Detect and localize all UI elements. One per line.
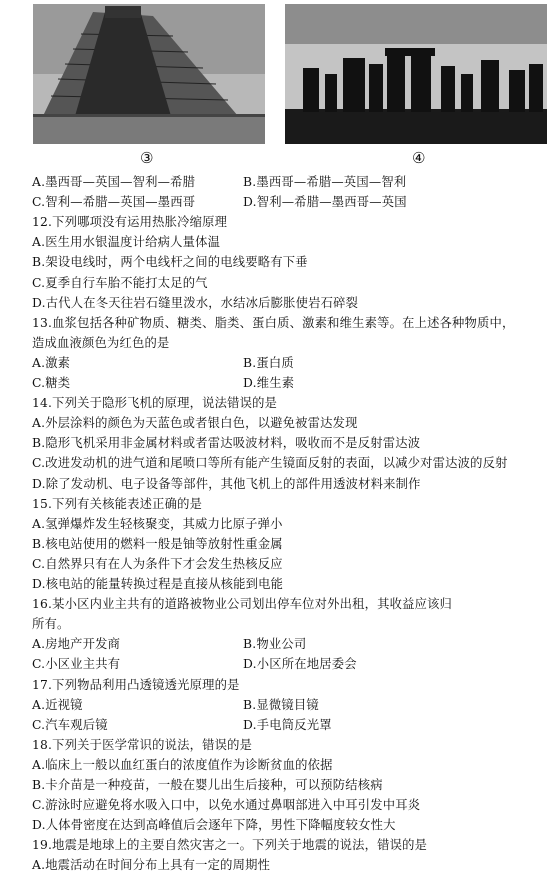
option-right: D.维生素 [243, 376, 295, 390]
text-line [32, 837, 427, 853]
line-text: 12.下列哪项没有运用热胀冷缩原理 [32, 215, 228, 229]
line-text: B.隐形飞机采用非金属材料或者雷达吸波材料，吸收而不是反射雷达波 [32, 436, 421, 450]
caption-right: ④ [412, 149, 426, 167]
text-line [32, 656, 357, 672]
line-text: 17.下列物品利用凸透镜透光原理的是 [32, 678, 240, 692]
text-line [32, 737, 252, 753]
text-line [32, 375, 295, 391]
text-line [32, 435, 420, 451]
text-line [32, 576, 283, 592]
line-text: D.古代人在冬天往岩石缝里泼水，水结冰后膨胀使岩石碎裂 [32, 296, 359, 310]
line-text: D.核电站的能量转换过程是直接从核能到电能 [32, 577, 284, 591]
text-line [32, 857, 270, 873]
line-text: 16.某小区内业主共有的道路被物业公司划出停车位对外出租，其收益应该归 [32, 597, 453, 611]
text-line [32, 234, 220, 250]
line-text: B.卡介苗是一种疫苗，一般在婴儿出生后接种，可以预防结核病 [32, 778, 383, 792]
line-text: A.临床上一般以血红蛋白的浓度值作为诊断贫血的依据 [32, 758, 333, 772]
line-text: C.自然界只有在人为条件下才会发生热核反应 [32, 557, 283, 571]
text-line [32, 415, 358, 431]
option-left: A.墨西哥—英国—智利—希腊 [32, 175, 196, 189]
line-text: 15.下列有关核能表述正确的是 [32, 497, 203, 511]
text-line [32, 616, 70, 632]
text-line [32, 355, 294, 371]
option-left: A.房地产开发商 [32, 637, 121, 651]
text-line [32, 777, 383, 793]
line-text: A.地震活动在时间分布上具有一定的周期性 [32, 858, 271, 872]
line-text: 所有。 [32, 617, 70, 631]
option-right: B.墨西哥—希腊—英国—智利 [243, 175, 407, 189]
text-line [32, 697, 319, 713]
option-right: D.手电筒反光罩 [243, 718, 332, 732]
line-text: A.氢弹爆炸发生轻核聚变，其威力比原子弹小 [32, 517, 283, 531]
text-line [32, 717, 332, 733]
caption-left: ③ [140, 149, 154, 167]
text-line [32, 817, 396, 833]
line-text: 14.下列关于隐形飞机的原理，说法错误的是 [32, 396, 278, 410]
option-right: B.显微镜目镜 [243, 698, 319, 712]
pyramid-photo [33, 4, 265, 144]
text-line [32, 677, 240, 693]
text-line [32, 596, 452, 612]
option-left: C.小区业主共有 [32, 657, 121, 671]
line-text: 造成血液颜色为红色的是 [32, 336, 170, 350]
option-right: B.物业公司 [243, 637, 307, 651]
line-text: 13.血浆包括各种矿物质、糖类、脂类、蛋白质、激素和维生素等。在上述各种物质中， [32, 316, 515, 330]
line-text: C.夏季自行车胎不能打太足的气 [32, 276, 208, 290]
option-left: C.汽车观后镜 [32, 718, 108, 732]
line-text: 18.下列关于医学常识的说法，错误的是 [32, 738, 253, 752]
text-line [32, 496, 202, 512]
text-line [32, 536, 283, 552]
text-line [32, 254, 308, 270]
line-text: C.改进发动机的进气道和尾喷口等所有能产生镜面反射的表面，以减少对雷达波的反射 [32, 456, 508, 470]
text-line [32, 556, 283, 572]
text-line [32, 315, 515, 331]
stonehenge-photo [285, 4, 547, 144]
text-line [32, 275, 208, 291]
text-line [32, 516, 283, 532]
line-text: B.核电站使用的燃料一般是铀等放射性重金属 [32, 537, 283, 551]
text-line [32, 295, 358, 311]
photo-area [0, 0, 550, 175]
option-right: B.蛋白质 [243, 356, 294, 370]
text-line [32, 455, 508, 471]
line-text: D.除了发动机、电子设备等部件，其他飞机上的部件用透波材料来制作 [32, 477, 421, 491]
line-text: A.外层涂料的颜色为天蓝色或者银白色，以避免被雷达发现 [32, 416, 358, 430]
line-text: D.人体骨密度在达到高峰值后会逐年下降，男性下降幅度较女性大 [32, 818, 396, 832]
text-line [32, 395, 277, 411]
option-left: C.糖类 [32, 376, 71, 390]
option-right: D.智利—希腊—墨西哥—英国 [243, 195, 407, 209]
text-line [32, 335, 169, 351]
line-text: 19.地震是地球上的主要自然灾害之一。下列关于地震的说法，错误的是 [32, 838, 428, 852]
option-right: D.小区所在地居委会 [243, 657, 357, 671]
option-left: C.智利—希腊—英国—墨西哥 [32, 195, 196, 209]
text-line [32, 636, 307, 652]
line-text: B.架设电线时，两个电线杆之间的电线要略有下垂 [32, 255, 308, 269]
option-left: A.近视镜 [32, 698, 83, 712]
text-line [32, 194, 407, 210]
text-line [32, 797, 420, 813]
text-line [32, 476, 421, 492]
text-line [32, 757, 333, 773]
line-text: C.游泳时应避免将水吸入口中，以免水通过鼻咽部进入中耳引发中耳炎 [32, 798, 421, 812]
text-line [32, 214, 227, 230]
line-text: A.医生用水银温度计给病人量体温 [32, 235, 221, 249]
option-left: A.激素 [32, 356, 71, 370]
text-line [32, 174, 407, 190]
